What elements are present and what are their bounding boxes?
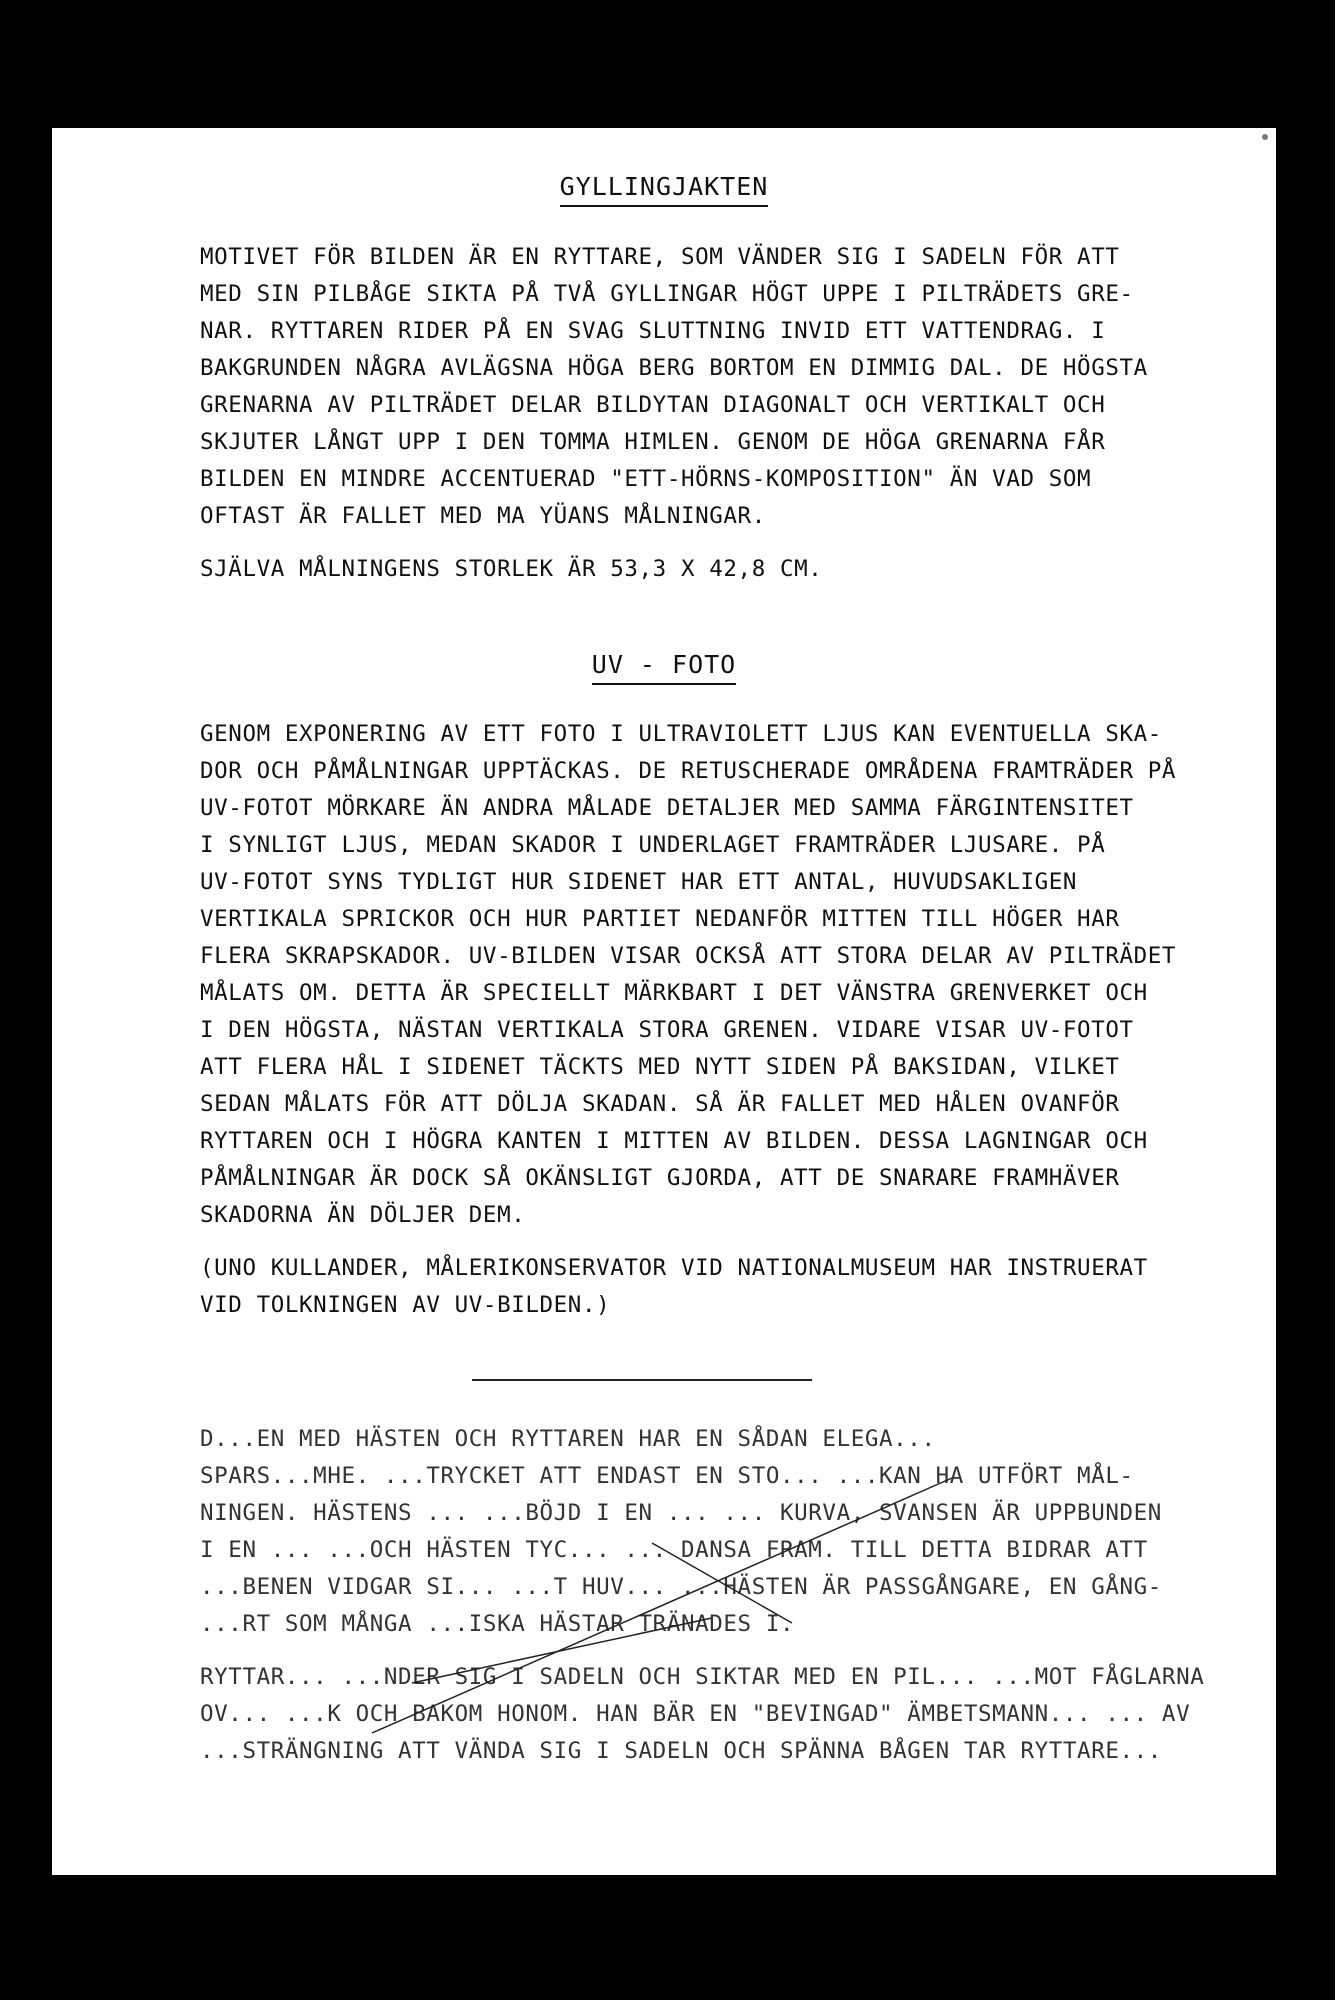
text-line: I EN ... ...OCH HÄSTEN TYC... ... DANSA FRAM. TILL DETTA BIDRAR ATT (200, 1537, 1148, 1563)
section-title-text: UV - FOTO (592, 650, 736, 685)
text-line: GENOM EXPONERING AV ETT FOTO I ULTRAVIOLETT LJUS KAN EVENTUELLA SKA- (200, 721, 1162, 747)
text-line: ATT FLERA HÅL I SIDENET TÄCKTS MED NYTT SIDEN PÅ BAKSIDAN, VILKET (200, 1054, 1120, 1080)
credit-line: VID TOLKNINGEN AV UV-BILDEN.) (200, 1292, 611, 1318)
text-line: NINGEN. HÄSTENS ... ...BÖJD I EN ... ... KURVA, SVANSEN ÄR UPPBUNDEN (200, 1500, 1162, 1526)
strike-line (372, 1478, 952, 1733)
text-line: GRENARNA AV PILTRÄDET DELAR BILDYTAN DIAGONALT OCH VERTIKALT OCH (200, 392, 1106, 418)
text-line: VERTIKALA SPRICKOR OCH HUR PARTIET NEDANFÖR MITTEN TILL HÖGER HAR (200, 906, 1120, 932)
text-line: RYTTAR... ...NDER SIG I SADELN OCH SIKTAR MED EN PIL... ...MOT FÅGLARNA (200, 1664, 1205, 1690)
text-line: UV-FOTOT MÖRKARE ÄN ANDRA MÅLADE DETALJER MED SAMMA FÄRGINTENSITET (200, 795, 1134, 821)
text-line: BAKGRUNDEN NÅGRA AVLÄGSNA HÖGA BERG BORTOM EN DIMMIG DAL. DE HÖGSTA (200, 355, 1148, 381)
pen-strikethrough-lines (52, 128, 1276, 1875)
text-line: MOTIVET FÖR BILDEN ÄR EN RYTTARE, SOM VÄNDER SIG I SADELN FÖR ATT (200, 244, 1120, 270)
text-line: SKADORNA ÄN DÖLJER DEM. (200, 1202, 526, 1228)
text-line: SPARS...MHE. ...TRYCKET ATT ENDAST EN STO... ...KAN HA UTFÖRT MÅL- (200, 1463, 1134, 1489)
text-line: PÅMÅLNINGAR ÄR DOCK SÅ OKÄNSLIGT GJORDA, ATT DE SNARARE FRAMHÄVER (200, 1165, 1120, 1191)
text-line: I SYNLIGT LJUS, MEDAN SKADOR I UNDERLAGET FRAMTRÄDER LJUSARE. PÅ (200, 832, 1106, 858)
text-line: OFTAST ÄR FALLET MED MA YÜANS MÅLNINGAR. (200, 503, 766, 529)
strike-line (412, 1618, 712, 1683)
text-line: ...BENEN VIDGAR SI... ...T HUV... ...HÄSTEN ÄR PASSGÅNGARE, EN GÅNG- (200, 1574, 1162, 1600)
painting-size-line: SJÄLVA MÅLNINGENS STORLEK ÄR 53,3 X 42,8 CM. (200, 556, 823, 582)
text-line: ...RT SOM MÅNGA ...ISKA HÄSTAR TRÄNADES I. (200, 1611, 795, 1637)
text-line: RYTTAREN OCH I HÖGRA KANTEN I MITTEN AV BILDEN. DESSA LAGNINGAR OCH (200, 1128, 1148, 1154)
text-line: MED SIN PILBÅGE SIKTA PÅ TVÅ GYLLINGAR HÖGT UPPE I PILTRÄDETS GRE- (200, 281, 1134, 307)
title-text: GYLLINGJAKTEN (560, 172, 769, 207)
text-line: D...EN MED HÄSTEN OCH RYTTAREN HAR EN SÅDAN ELEGA... (200, 1426, 936, 1452)
text-line: DOR OCH PÅMÅLNINGAR UPPTÄCKAS. DE RETUSCHERADE OMRÅDENA FRAMTRÄDER PÅ (200, 758, 1177, 784)
text-line: UV-FOTOT SYNS TYDLIGT HUR SIDENET HAR ETT ANTAL, HUVUDSAKLIGEN (200, 869, 1078, 895)
text-line: BILDEN EN MINDRE ACCENTUERAD "ETT-HÖRNS-KOMPOSITION" ÄN VAD SOM (200, 466, 1092, 492)
text-line: FLERA SKRAPSKADOR. UV-BILDEN VISAR OCKSÅ ATT STORA DELAR AV PILTRÄDET (200, 943, 1177, 969)
text-line: ...STRÄNGNING ATT VÄNDA SIG I SADELN OCH SPÄNNA BÅGEN TAR RYTTARE... (200, 1738, 1162, 1764)
text-line: NAR. RYTTAREN RIDER PÅ EN SVAG SLUTTNING INVID ETT VATTENDRAG. I (200, 318, 1106, 344)
document-page (52, 128, 1276, 1875)
credit-line: (UNO KULLANDER, MÅLERIKONSERVATOR VID NATIONALMUSEUM HAR INSTRUERAT (200, 1255, 1148, 1281)
text-line: OV... ...K OCH BAKOM HONOM. HAN BÄR EN "BEVINGAD" ÄMBETSMANN... ... AV (200, 1701, 1191, 1727)
text-line: MÅLATS OM. DETTA ÄR SPECIELLT MÄRKBART I DET VÄNSTRA GRENVERKET OCH (200, 980, 1148, 1006)
text-line: SKJUTER LÅNGT UPP I DEN TOMMA HIMLEN. GENOM DE HÖGA GRENARNA FÅR (200, 429, 1106, 455)
text-line: I DEN HÖGSTA, NÄSTAN VERTIKALA STORA GRENEN. VIDARE VISAR UV-FOTOT (200, 1017, 1134, 1043)
strike-line (652, 1543, 792, 1623)
text-line: SEDAN MÅLATS FÖR ATT DÖLJA SKADAN. SÅ ÄR FALLET MED HÅLEN OVANFÖR (200, 1091, 1120, 1117)
